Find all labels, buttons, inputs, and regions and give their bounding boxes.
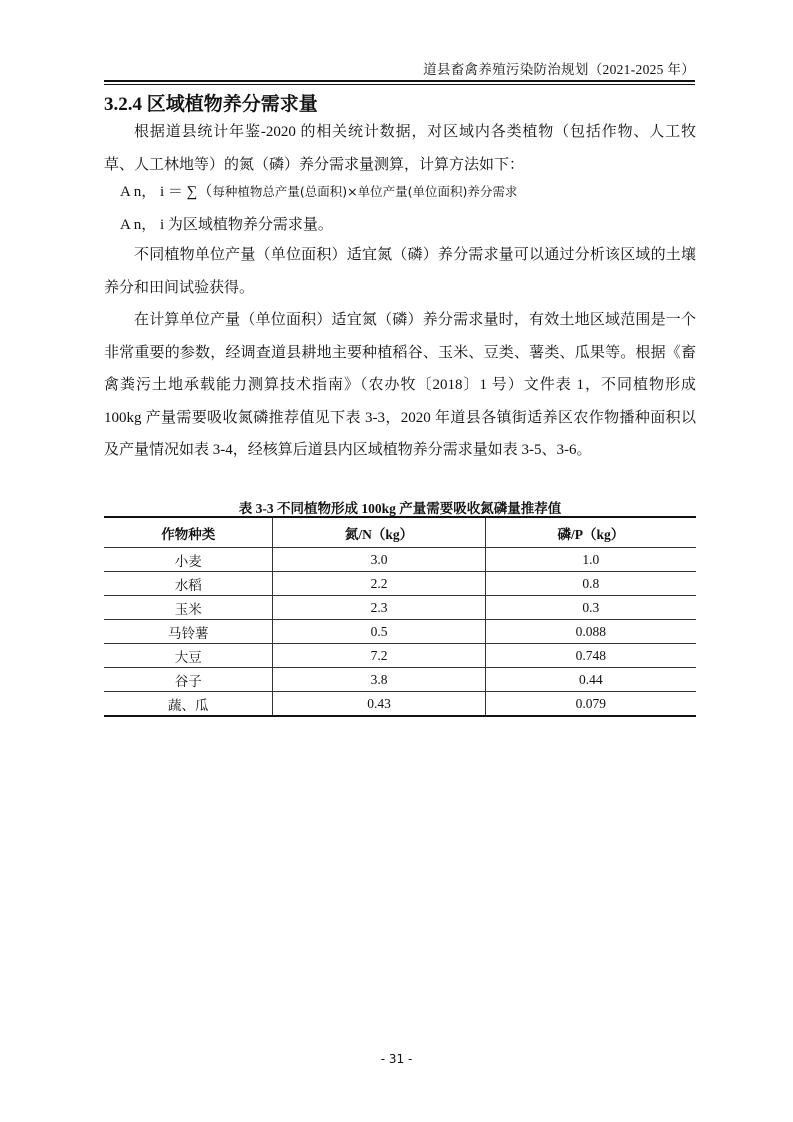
nitrogen-value: 2.3 bbox=[273, 596, 485, 620]
table-header-row bbox=[104, 517, 696, 548]
table-row bbox=[104, 596, 696, 620]
nitrogen-value: 7.2 bbox=[273, 644, 485, 668]
nitrogen-value: 0.43 bbox=[273, 692, 485, 717]
nutrient-table bbox=[104, 516, 696, 717]
table-row bbox=[104, 644, 696, 668]
table-row bbox=[104, 692, 696, 717]
crop-name: 大豆 bbox=[104, 644, 273, 668]
nitrogen-value: 2.2 bbox=[273, 572, 485, 596]
paragraph-method-intro: 根据道县统计年鉴-2020 的相关统计数据，对区域内各类植物（包括作物、人工牧草、人工林地等）的氮（磷）养分需求量测算，计算方法如下： bbox=[104, 124, 696, 173]
crop-name: 玉米 bbox=[104, 596, 273, 620]
phosphorus-value: 0.079 bbox=[485, 692, 696, 717]
nitrogen-value: 3.0 bbox=[273, 548, 485, 572]
formula bbox=[120, 181, 517, 203]
crop-name: 马铃薯 bbox=[104, 620, 273, 644]
crop-name: 水稻 bbox=[104, 572, 273, 596]
crop-name: 小麦 bbox=[104, 548, 273, 572]
header-rule-thin bbox=[104, 84, 695, 85]
paragraph-calculation-detail: 在计算单位产量（单位面积）适宜氮（磷）养分需求量时，有效土地区域范围是一个非常重要的参数，经调查道县耕地主要种植稻谷、玉米、豆类、薯类、瓜果等。根据《畜禽粪污土地承载能力测算技术指南》（农办牧〔2018〕1 号）文件表 1，不同植物形成 100kg 产量需要吸收氮磷推荐值见下表 3-3，2020 年道县各镇街适养区农作物播种面积以及产量情况如表 3-4，经核算后道县内区域植物养分需求量如表 3-5、3-6。 bbox=[104, 312, 696, 458]
crop-name: 谷子 bbox=[104, 668, 273, 692]
phosphorus-value: 0.088 bbox=[485, 620, 696, 644]
table-row bbox=[104, 572, 696, 596]
page-number: - 31 - bbox=[380, 1052, 413, 1066]
header-phosphorus: 磷/P（kg） bbox=[485, 517, 696, 548]
table-caption: 表 3-3 不同植物形成 100kg 产量需要吸收氮磷量推荐值 bbox=[238, 501, 562, 516]
table-row bbox=[104, 668, 696, 692]
paragraph-nutrient-source: 不同植物单位产量（单位面积）适宜氮（磷）养分需求量可以通过分析该区域的土壤养分和田间试验获得。 bbox=[104, 247, 696, 296]
phosphorus-value: 0.748 bbox=[485, 644, 696, 668]
phosphorus-value: 0.3 bbox=[485, 596, 696, 620]
header-crop-type: 作物种类 bbox=[104, 517, 273, 548]
crop-name: 蔬、瓜 bbox=[104, 692, 273, 717]
phosphorus-value: 1.0 bbox=[485, 548, 696, 572]
formula-rhs: 每种植物总产量(总面积)×单位产量(单位面积)养分需求 bbox=[212, 184, 518, 199]
table-row bbox=[104, 620, 696, 644]
nitrogen-value: 3.8 bbox=[273, 668, 485, 692]
header-nitrogen: 氮/N（kg） bbox=[273, 517, 485, 548]
formula-note: A n， i 为区域植物养分需求量。 bbox=[120, 217, 333, 233]
phosphorus-value: 0.44 bbox=[485, 668, 696, 692]
nitrogen-value: 0.5 bbox=[273, 620, 485, 644]
header-rule-thick bbox=[104, 80, 695, 82]
section-heading: 3.2.4 区域植物养分需求量 bbox=[104, 94, 318, 115]
formula-lhs: A n， i ＝ ∑（ bbox=[120, 184, 213, 200]
phosphorus-value: 0.8 bbox=[485, 572, 696, 596]
running-header: 道县畜禽养殖污染防治规划（2021-2025 年） bbox=[423, 62, 695, 77]
table-row bbox=[104, 548, 696, 572]
